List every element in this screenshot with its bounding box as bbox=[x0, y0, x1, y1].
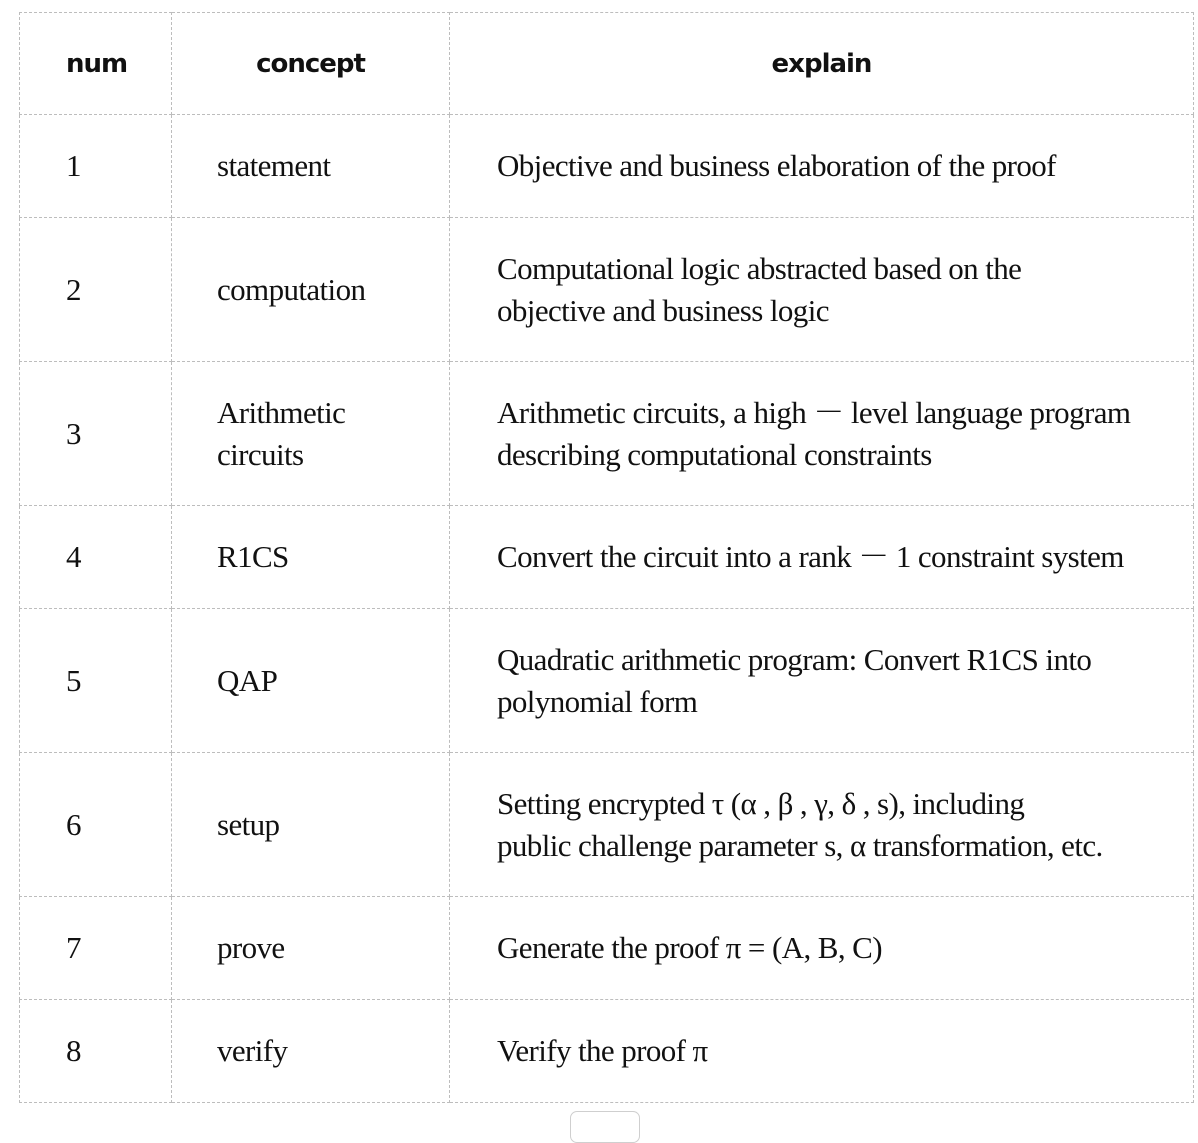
explain-line: Convert the circuit into a rank － 1 constraint system bbox=[497, 539, 1124, 574]
explain-line: Objective and business elaboration of the proof bbox=[497, 148, 1056, 183]
table-row bbox=[20, 218, 1194, 362]
table-row bbox=[20, 115, 1194, 218]
table-row bbox=[20, 362, 1194, 506]
explain-line: Generate the proof π = (A, B, C) bbox=[497, 930, 882, 965]
table-row bbox=[20, 753, 1194, 897]
row-num: 3 bbox=[20, 362, 172, 506]
row-concept: QAP bbox=[172, 609, 450, 753]
explain-line: describing computational constraints bbox=[497, 436, 932, 472]
header-row bbox=[20, 13, 1194, 115]
row-num: 2 bbox=[20, 218, 172, 362]
row-concept: prove bbox=[172, 897, 450, 1000]
row-explain bbox=[450, 506, 1194, 609]
row-explain bbox=[450, 897, 1194, 1000]
header-concept: concept bbox=[172, 13, 450, 115]
explain-line: objective and business logic bbox=[497, 292, 829, 328]
header-explain: explain bbox=[450, 13, 1194, 115]
explain-line: public challenge parameter s, α transformation, etc. bbox=[497, 827, 1103, 863]
row-explain bbox=[450, 115, 1194, 218]
row-concept: R1CS bbox=[172, 506, 450, 609]
row-explain bbox=[450, 753, 1194, 897]
concept-table bbox=[19, 12, 1194, 1103]
row-explain bbox=[450, 1000, 1194, 1103]
explain-line: Verify the proof π bbox=[497, 1033, 708, 1068]
row-num: 4 bbox=[20, 506, 172, 609]
row-concept bbox=[172, 362, 450, 506]
explain-line: Quadratic arithmetic program: Convert R1CS into bbox=[497, 641, 1092, 677]
explain-line: polynomial form bbox=[497, 683, 698, 719]
table-row bbox=[20, 609, 1194, 753]
explain-line: Setting encrypted τ (α , β , γ, δ , s), including bbox=[497, 785, 1025, 821]
row-explain bbox=[450, 609, 1194, 753]
row-num: 8 bbox=[20, 1000, 172, 1103]
row-num: 6 bbox=[20, 753, 172, 897]
header-num: num bbox=[20, 13, 172, 115]
scroll-handle[interactable] bbox=[570, 1111, 640, 1143]
concept-line: Arithmetic bbox=[217, 394, 346, 430]
table-row bbox=[20, 897, 1194, 1000]
explain-line: Arithmetic circuits, a high － level language program bbox=[497, 394, 1131, 430]
row-num: 1 bbox=[20, 115, 172, 218]
row-explain bbox=[450, 218, 1194, 362]
concept-line: circuits bbox=[217, 436, 304, 472]
explain-line: Computational logic abstracted based on the bbox=[497, 250, 1022, 286]
table-row bbox=[20, 506, 1194, 609]
row-concept: verify bbox=[172, 1000, 450, 1103]
row-explain bbox=[450, 362, 1194, 506]
row-concept: computation bbox=[172, 218, 450, 362]
table-row bbox=[20, 1000, 1194, 1103]
row-concept: setup bbox=[172, 753, 450, 897]
row-concept: statement bbox=[172, 115, 450, 218]
row-num: 7 bbox=[20, 897, 172, 1000]
row-num: 5 bbox=[20, 609, 172, 753]
